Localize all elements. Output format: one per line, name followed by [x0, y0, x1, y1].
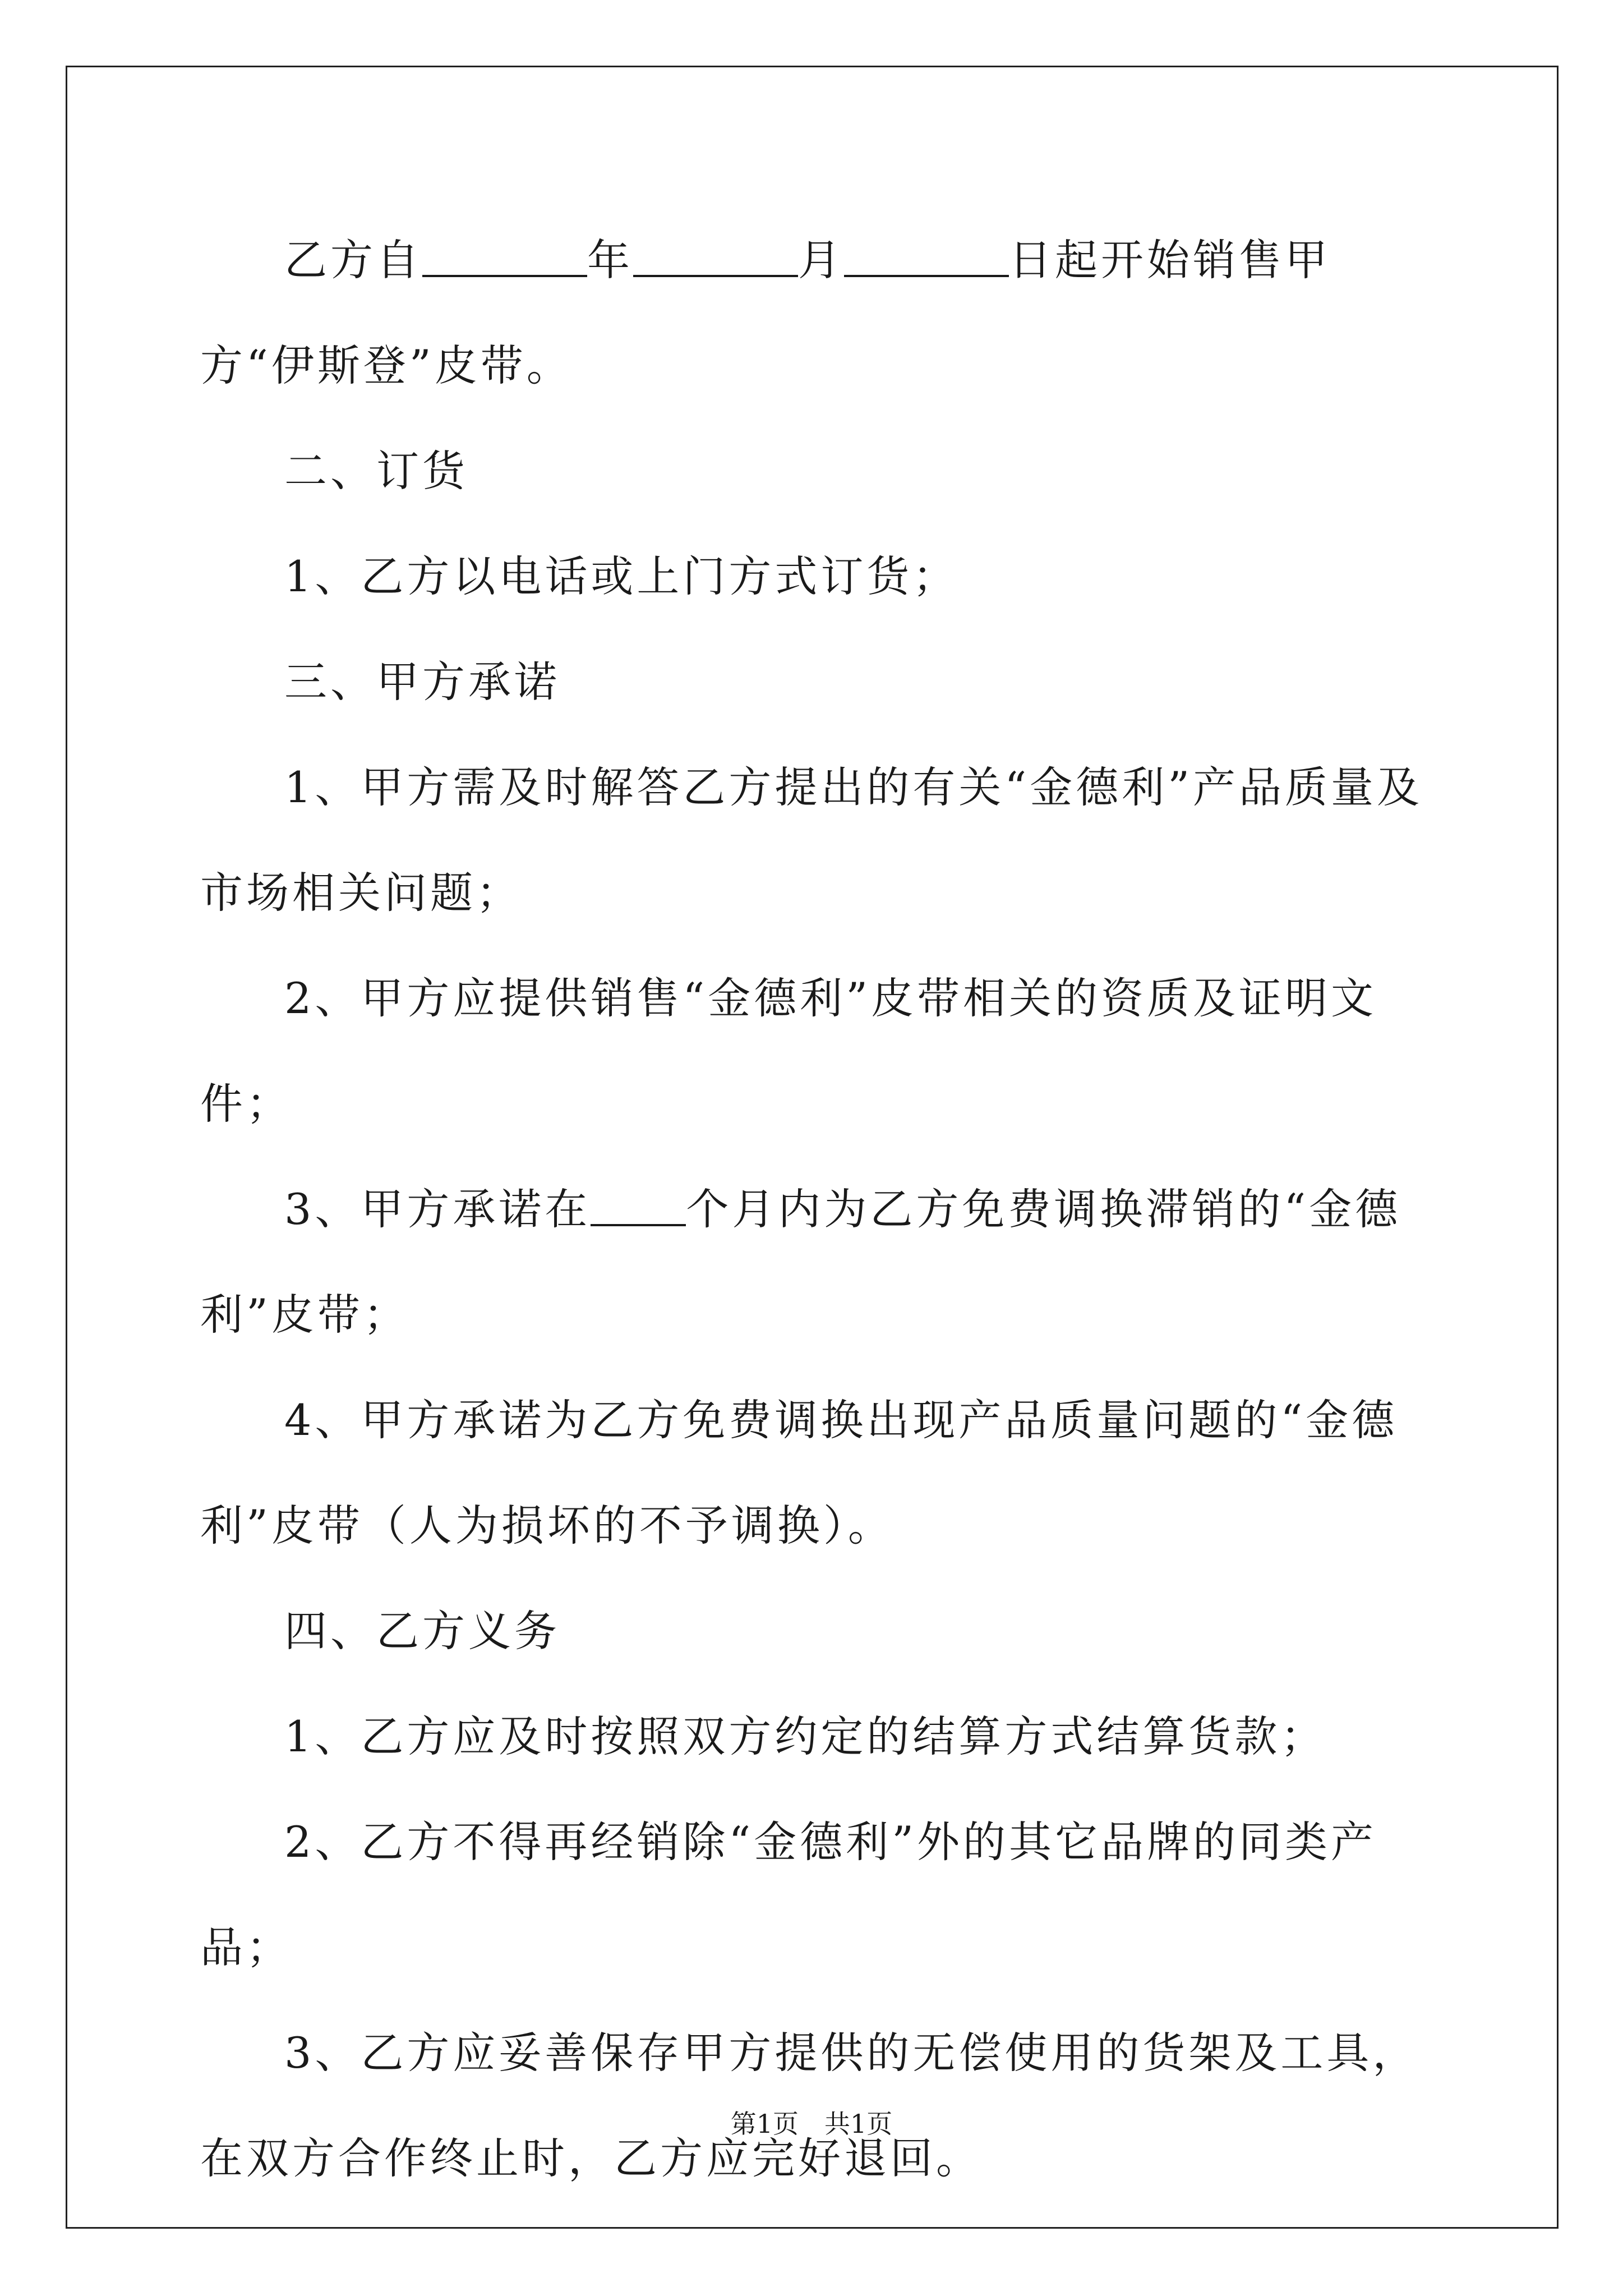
paragraph-text: 个月内为乙方免费调换滞销的“金德利”皮带； [200, 1184, 1401, 1340]
year-blank [422, 236, 587, 277]
clause-party-a-2: 2、甲方应提供销售“金德利”皮带相关的资质及证明文件； [200, 973, 1377, 1129]
clause-party-b-2: 2、乙方不得再经销除“金德利”外的其它品牌的同类产品； [200, 1817, 1377, 1972]
paragraph-text: 日起开始销售甲方“伊斯登”皮带。 [200, 235, 1331, 390]
document-body [200, 208, 1428, 2211]
paragraph-start-date [200, 208, 1428, 418]
page-total: 共1页 [824, 2109, 893, 2139]
section-heading-party-a: 三、甲方承诺 [284, 657, 560, 707]
paragraph-text: 年 [587, 235, 633, 285]
section-heading-ordering: 二、订货 [284, 446, 468, 496]
month-blank [633, 236, 798, 277]
months-blank [591, 1185, 686, 1226]
clause-party-a-3 [200, 1157, 1428, 1368]
paragraph-text: 乙方自 [284, 235, 422, 285]
clause-party-a-4: 4、甲方承诺为乙方免费调换出现产品质量问题的“金德利”皮带（人为损坏的不予调换）。 [200, 1395, 1398, 1550]
paragraph-text: 3、甲方承诺在 [284, 1184, 591, 1234]
clause-ordering-1: 1、乙方以电话或上门方式订货； [284, 551, 959, 601]
day-blank [844, 236, 1009, 277]
section-heading-party-b: 四、乙方义务 [284, 1606, 560, 1656]
paragraph-text: 月 [798, 235, 844, 285]
page-footer [0, 2104, 1623, 2141]
page-number: 第1页 [730, 2109, 799, 2139]
clause-party-a-1: 1、甲方需及时解答乙方提出的有关“金德利”产品质量及市场相关问题； [200, 762, 1423, 918]
clause-party-b-1: 1、乙方应及时按照双方约定的结算方式结算货款； [284, 1711, 1327, 1761]
clause-party-b-3: 3、乙方应妥善保存甲方提供的无偿使用的货架及工具，在双方合作终止时，乙方应完好退回。 [200, 2028, 1419, 2183]
